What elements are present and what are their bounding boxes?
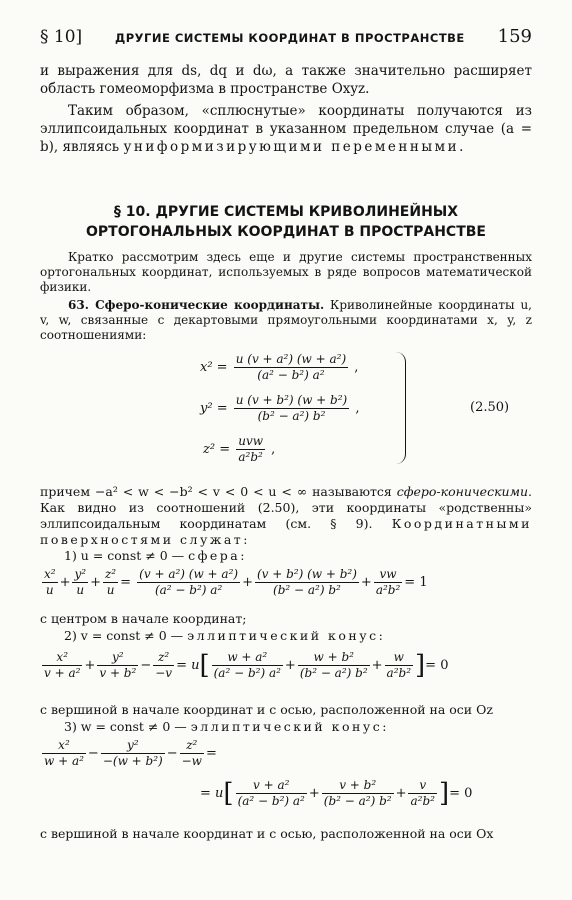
equation-number: (2.50) (470, 400, 510, 415)
after-system-paragraph (40, 484, 532, 548)
equation-z2: z² = $\frac{\text{uvw}}{\text{a²b²}}$ , (203, 434, 276, 464)
inequality-text: причем −a² < w < −b² < v < 0 < u < ∞ называются (40, 484, 392, 499)
equation-x2: x² = $\frac{\text{u (v + a²) (w + a²)}}{\text{(a² − b²) a²}}$ , (200, 352, 359, 382)
intro-paragraph-2 (40, 102, 532, 156)
header-section-ref: § 10] (40, 27, 83, 47)
page-number: 159 (497, 26, 532, 47)
subsection-paragraph (40, 298, 532, 343)
section-heading-line-1: § 10. ДРУГИЕ СИСТЕМЫ КРИВОЛИНЕЙНЫХ (113, 204, 459, 220)
intro-paragraph-2-text: Таким образом, «сплюснутые» координаты получаются из эллипсоидальных координат в указанном предельном случае (a = b), являясь (40, 103, 532, 155)
running-header (40, 26, 532, 47)
item-1-label: 1) u = const ≠ 0 — сфера: (64, 548, 247, 563)
cone-w-note: с вершиной в начале координат и с осью, расположенной на оси Ox (40, 826, 494, 841)
item-3-label: 3) w = const ≠ 0 — эллиптический конус: (64, 719, 389, 734)
subsection-text: Криволинейные координаты u, v, w, связанные с декартовыми прямоугольными координатами x, y, z соотношениями: (40, 298, 532, 342)
header-running-title: ДРУГИЕ СИСТЕМЫ КООРДИНАТ В ПРОСТРАНСТВЕ (115, 31, 465, 45)
cone-v-note: с вершиной в начале координат и с осью, расположенной на оси Oz (40, 702, 493, 717)
equation-cone-w-line-1: $\frac{\text{x²}}{\text{w + a²}}$ − $\frac{\text{y²}}{\text{−(w + b²)}}$ − $\frac{\text{z²}}{-w}$ = (44, 738, 217, 768)
intro-paragraph-1: и выражения для ds, dq и dω, а также значительно расширяет область гомеоморфизма в пространстве Oxyz. (40, 63, 532, 97)
equation-cone-v: $\frac{\text{x²}}{\text{v + a²}}$ + $\frac{\text{y²}}{\text{v + b²}}$ − $\frac{\text{z²}}{-v}$ = u[ $\frac{\text{w + a²}}{\text{(a² − b²) a²}}$ + $\frac{\text{w + b²}}{\text{(b² − a²) b²}}$ + $\frac{w}{\text{a²b²}}$ ]= 0 (44, 650, 449, 681)
relation-text: Как видно из соотношений (2.50), эти координаты «родственны» эллипсоидальным координатам (см. § 9). (40, 500, 532, 531)
item-2-label: 2) v = const ≠ 0 — эллиптический конус: (64, 628, 386, 643)
subsection-title: 63. Сферо-конические координаты. (68, 298, 325, 312)
sphere-note: с центром в начале координат; (40, 611, 247, 626)
equation-cone-w-line-2: = u[ $\frac{\text{v + a²}}{\text{(a² − b²) a²}}$ + $\frac{\text{v + b²}}{\text{(b² − a²) b²}}$ + $\frac{v}{\text{a²b²}}$ ]= 0 (200, 778, 473, 809)
spaced-term: униформизирующими переменными. (123, 139, 466, 155)
system-brace (395, 352, 406, 464)
equation-sphere: $\frac{\text{x²}}{u}$ + $\frac{\text{y²}}{u}$ + $\frac{\text{z²}}{u}$ = $\frac{\text{(v + a²) (w + a²)}}{\text{(a² − b²) a²}}$ + $\frac{\text{(v + b²) (w + b²)}}{\text{(b² − a²) b²}}$ + $\frac{vw}{\text{a²b²}}$ = 1 (44, 567, 428, 597)
section-heading-line-2: ОРТОГОНАЛЬНЫХ КООРДИНАТ В ПРОСТРАНСТВЕ (86, 224, 486, 240)
section-intro: Кратко рассмотрим здесь еще и другие системы пространственных ортогональных координат, используемых в ряде вопросов математической физики. (40, 250, 532, 294)
coordinate-surfaces-label: Координатными поверхностями служат: (40, 516, 532, 547)
term-sphero-conical: сферо-коническими. (396, 484, 532, 499)
equation-y2: y² = $\frac{\text{u (v + b²) (w + b²)}}{\text{(b² − a²) b²}}$ , (200, 393, 360, 423)
